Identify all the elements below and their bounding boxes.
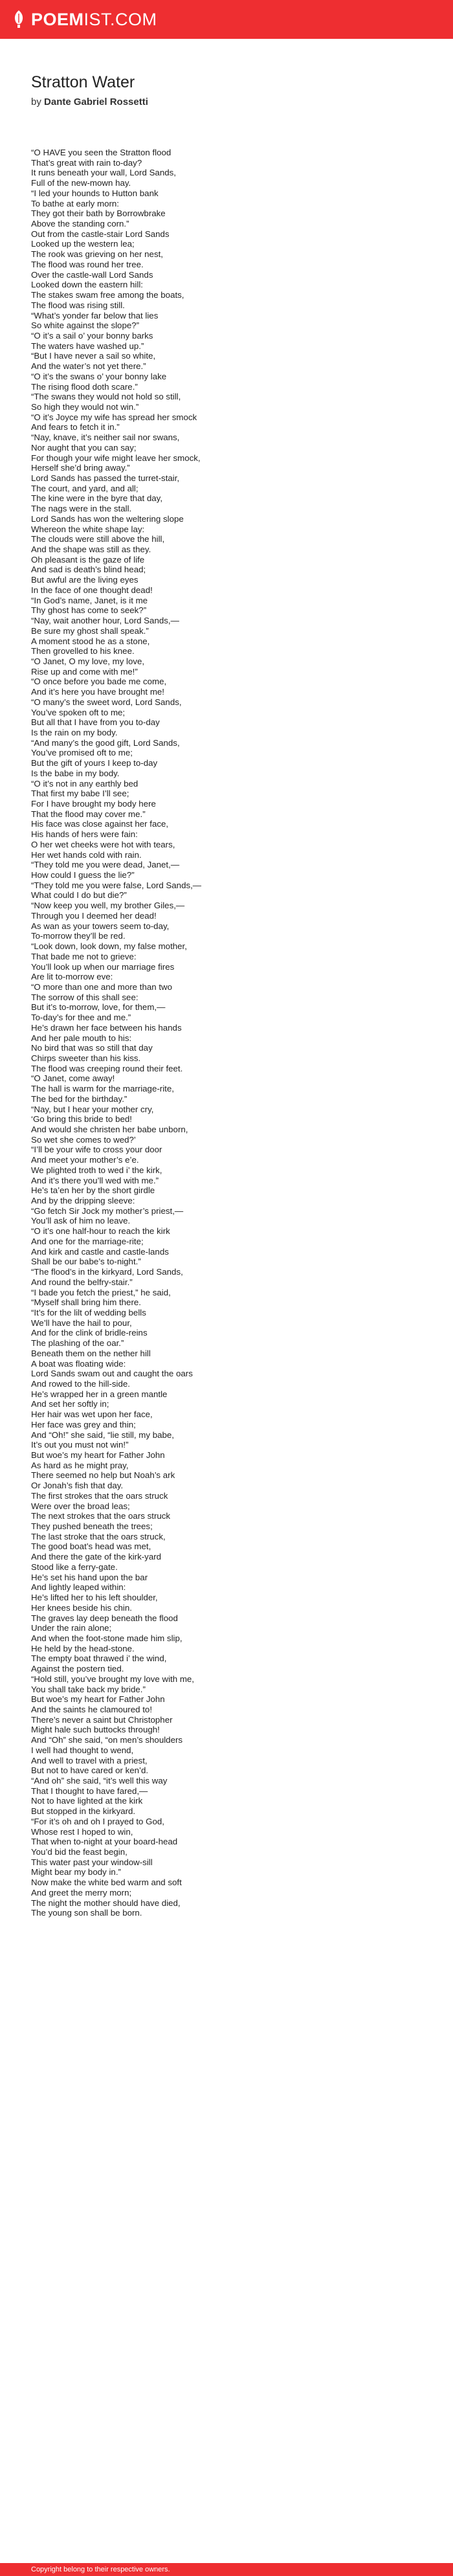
poem-line: Lord Sands has passed the turret-stair, bbox=[31, 473, 180, 483]
poem-line: You’ll look up when our marriage fires bbox=[31, 961, 175, 972]
poem-line: And fears to fetch it in.” bbox=[31, 422, 120, 432]
poem-line: “O it’s a sail o’ your bonny barks bbox=[31, 330, 153, 341]
poem-line: Not to have lighted at the kirk bbox=[31, 1796, 143, 1806]
poem-line: His face was close against her face, bbox=[31, 819, 169, 829]
poem-line: Or Jonah’s fish that day. bbox=[31, 1481, 124, 1491]
poem-line: And the shape was still as they. bbox=[31, 544, 151, 555]
poem-line: So wet she comes to wed?’ bbox=[31, 1134, 136, 1145]
poem-line: No bird that was so still that day bbox=[31, 1043, 153, 1053]
poem-line: “I’ll be your wife to cross your door bbox=[31, 1145, 162, 1155]
poem-line: The graves lay deep beneath the flood bbox=[31, 1613, 178, 1623]
poem-container bbox=[31, 73, 426, 1918]
poem-line: “They told me you were dead, Janet,— bbox=[31, 860, 180, 870]
poem-line: Thy ghost has come to seek?” bbox=[31, 605, 147, 616]
poem-line: The plashing of the oar.” bbox=[31, 1338, 124, 1349]
poem-line: “What’s yonder far below that lies bbox=[31, 310, 159, 320]
poem-line: It runs beneath your wall, Lord Sands, bbox=[31, 168, 176, 178]
poem-line: Whereon the white shape lay: bbox=[31, 524, 145, 534]
poem-line: “And oh” she said, “it’s well this way bbox=[31, 1776, 168, 1786]
poem-line: The bed for the birthday.” bbox=[31, 1093, 127, 1104]
quill-icon bbox=[12, 10, 26, 29]
poem-line: “They told me you were false, Lord Sands,— bbox=[31, 880, 202, 890]
poem-line: And the water’s not yet there.” bbox=[31, 361, 146, 372]
poem-line: We’ll have the hail to pour, bbox=[31, 1317, 132, 1328]
poem-line: “O more than one and more than two bbox=[31, 981, 173, 992]
poem-line: And it’s there you’ll wed with me.” bbox=[31, 1175, 159, 1185]
poem-line: The clouds were still above the hill, bbox=[31, 534, 165, 544]
poem-line: You’ll ask of him no leave. bbox=[31, 1216, 131, 1226]
poem-line: “Nay, but I hear your mother cry, bbox=[31, 1104, 154, 1114]
poem-line: But the gift of yours I keep to-day bbox=[31, 758, 158, 768]
poem-title: Stratton Water bbox=[31, 73, 135, 91]
poem-line: “O many’s the sweet word, Lord Sands, bbox=[31, 697, 182, 707]
poem-line: For though your wife might leave her smock, bbox=[31, 453, 201, 463]
poem-line: Are lit to-morrow eve: bbox=[31, 972, 113, 982]
poem-line: We plighted troth to wed i’ the kirk, bbox=[31, 1165, 162, 1175]
poem-line: And for the clink of bridle-reins bbox=[31, 1328, 148, 1338]
poem-line: They pushed beneath the trees; bbox=[31, 1521, 153, 1532]
poem-line: The good boat’s head was met, bbox=[31, 1541, 151, 1552]
poem-line: “O HAVE you seen the Stratton flood bbox=[31, 148, 171, 157]
poem-line: Lord Sands swam out and caught the oars bbox=[31, 1369, 193, 1379]
poem-line: And lightly leaped within: bbox=[31, 1582, 126, 1593]
poem-line: “But I have never a sail so white, bbox=[31, 351, 156, 361]
site-footer bbox=[0, 2563, 453, 2576]
poem-line: Then grovelled to his knee. bbox=[31, 646, 135, 656]
poem-line: Her knees beside his chin. bbox=[31, 1602, 132, 1613]
poem-line: A boat was floating wide: bbox=[31, 1358, 126, 1369]
poem-line: I well had thought to wend, bbox=[31, 1745, 134, 1755]
poem-line: Whose rest I hoped to win, bbox=[31, 1826, 133, 1837]
poem-line: The rising flood doth scare.” bbox=[31, 381, 138, 392]
poem-line: “O it’s Joyce my wife has spread her smock bbox=[31, 412, 197, 422]
poem-line: “Nay, knave, it’s neither sail nor swans, bbox=[31, 432, 180, 443]
site-logo[interactable] bbox=[12, 10, 157, 30]
poem-line: This water past your window-sill bbox=[31, 1857, 153, 1867]
poem-line: He’s lifted her to his left shoulder, bbox=[31, 1593, 158, 1603]
author-name[interactable]: Dante Gabriel Rossetti bbox=[44, 96, 148, 107]
poem-line: Full of the new-mown hay. bbox=[31, 178, 131, 188]
poem-line: Oh pleasant is the gaze of life bbox=[31, 554, 145, 565]
poem-line: So white against the slope?” bbox=[31, 320, 140, 331]
poem-line: As wan as your towers seem to-day, bbox=[31, 921, 170, 931]
poem-line: Beneath them on the nether hill bbox=[31, 1348, 151, 1358]
poem-line: But it’s to-morrow, love, for them,— bbox=[31, 1002, 166, 1013]
poem-line: And it’s here you have brought me! bbox=[31, 687, 164, 697]
poem-line: And “Oh!” she said, “lie still, my babe, bbox=[31, 1429, 174, 1440]
poem-line: For I have brought my body here bbox=[31, 799, 156, 809]
poem-line: The night the mother should have died, bbox=[31, 1898, 181, 1908]
poem-line: But awful are the living eyes bbox=[31, 575, 138, 585]
logo-text-bold: POEM bbox=[31, 9, 84, 29]
poem-line: You’d bid the feast begin, bbox=[31, 1847, 127, 1857]
logo-text bbox=[31, 10, 157, 30]
poem-line: But not to have cared or ken’d. bbox=[31, 1765, 149, 1776]
poem-line: But all that I have from you to-day bbox=[31, 717, 160, 728]
poem-line: Herself she’d bring away.” bbox=[31, 463, 130, 473]
poem-line: But woe’s my heart for Father John bbox=[31, 1694, 165, 1705]
poem-line: “O Janet, come away! bbox=[31, 1073, 115, 1084]
poem-line: And meet your mother’s e’e. bbox=[31, 1155, 139, 1165]
poem-line: There seemed no help but Noah’s ark bbox=[31, 1470, 175, 1481]
poem-line: The flood was rising still. bbox=[31, 300, 125, 310]
poem-line: You shall take back my bride.” bbox=[31, 1684, 146, 1694]
poem-line: Now make the white bed warm and soft bbox=[31, 1877, 182, 1888]
poem-line: “Look down, look down, my false mother, bbox=[31, 941, 187, 952]
poem-line: That first my babe I’ll see; bbox=[31, 789, 129, 799]
poem-line: And her pale mouth to his: bbox=[31, 1033, 132, 1043]
poem-line: The waters have washed up.” bbox=[31, 341, 144, 351]
poem-line: The kine were in the byre that day, bbox=[31, 493, 163, 504]
poem-line: They got their bath by Borrowbrake bbox=[31, 208, 166, 219]
poem-line: Above the standing corn.” bbox=[31, 219, 129, 229]
poem-line: “In God’s name, Janet, is it me bbox=[31, 595, 148, 605]
poem-line: “Myself shall bring him there. bbox=[31, 1297, 141, 1308]
poem-line: “I led your hounds to Hutton bank bbox=[31, 188, 159, 198]
poem-line: The court, and yard, and all; bbox=[31, 483, 138, 493]
poem-line: O her wet cheeks were hot with tears, bbox=[31, 839, 175, 849]
poem-line: The empty boat thrawed i’ the wind, bbox=[31, 1653, 167, 1664]
poem-line: The flood was creeping round their feet. bbox=[31, 1063, 183, 1073]
poem-line: Were over the broad leas; bbox=[31, 1501, 130, 1511]
poem-line: The hall is warm for the marriage-rite, bbox=[31, 1084, 174, 1094]
poem-line: And greet the merry morn; bbox=[31, 1887, 132, 1898]
poem-line: The young son shall be born. bbox=[31, 1908, 142, 1918]
poem-byline bbox=[31, 96, 426, 109]
poem-line: And kirk and castle and castle-lands bbox=[31, 1246, 169, 1257]
poem-line: “O it’s not in any earthly bed bbox=[31, 778, 138, 789]
poem-line: How could I guess the lie?” bbox=[31, 870, 135, 880]
poem-line: That I thought to have fared,— bbox=[31, 1786, 148, 1796]
poem-line: His hands of hers were fain: bbox=[31, 829, 138, 840]
poem-line: The nags were in the stall. bbox=[31, 504, 132, 514]
poem-line: But woe’s my heart for Father John bbox=[31, 1450, 165, 1460]
poem-line: Looked up the western lea; bbox=[31, 239, 135, 249]
poem-line: “It’s for the lilt of wedding bells bbox=[31, 1307, 146, 1317]
poem-line: And the saints he clamoured to! bbox=[31, 1704, 153, 1714]
poem-line: Nor aught that you can say; bbox=[31, 442, 137, 453]
poem-line: And one for the marriage-rite; bbox=[31, 1236, 144, 1246]
logo-text-light: IST.COM bbox=[83, 9, 157, 29]
site-header bbox=[0, 0, 453, 39]
poem-line: As hard as he might pray, bbox=[31, 1460, 129, 1470]
poem-line: And “Oh” she said, “on men’s shoulders bbox=[31, 1735, 183, 1745]
poem-line: And there the gate of the kirk-yard bbox=[31, 1552, 162, 1562]
poem-line: You’ve promised oft to me; bbox=[31, 748, 133, 758]
poem-line: Her hair was wet upon her face, bbox=[31, 1409, 153, 1420]
poem-line: “Now keep you well, my brother Giles,— bbox=[31, 901, 185, 911]
poem-line: Out from the castle-stair Lord Sands bbox=[31, 229, 170, 239]
poem-line: And would she christen her babe unborn, bbox=[31, 1125, 188, 1134]
poem-line: The rook was grieving on her nest, bbox=[31, 249, 163, 260]
poem-line: That when to-night at your board-head bbox=[31, 1837, 178, 1847]
poem-line: And by the dripping sleeve: bbox=[31, 1196, 135, 1206]
poem-line: The sorrow of this shall see: bbox=[31, 992, 138, 1002]
poem-line: And rowed to the hill-side. bbox=[31, 1378, 130, 1389]
poem-line: What could I do but die?” bbox=[31, 890, 127, 901]
poem-line: Shall be our babe’s to-night.” bbox=[31, 1257, 141, 1267]
poem-line: “I bade you fetch the priest,” he said, bbox=[31, 1287, 171, 1297]
poem-line: The flood was round her tree. bbox=[31, 259, 144, 269]
poem-line: “O it’s the swans o’ your bonny lake bbox=[31, 371, 167, 381]
poem-line: Is the rain on my body. bbox=[31, 727, 118, 737]
poem-line: To bathe at early morn: bbox=[31, 198, 119, 208]
copyright-text: Copyright belong to their respective owners. bbox=[31, 2566, 170, 2573]
poem-line: Might bear my body in.” bbox=[31, 1867, 121, 1877]
poem-line: He’s ta’en her by the short girdle bbox=[31, 1185, 155, 1196]
poem-line: And well to travel with a priest, bbox=[31, 1755, 148, 1765]
poem-line: “And many’s the good gift, Lord Sands, bbox=[31, 737, 180, 748]
poem-line: And when the foot-stone made him slip, bbox=[31, 1633, 182, 1643]
poem-line: You’ve spoken oft to me; bbox=[31, 707, 126, 717]
poem-line: “Nay, wait another hour, Lord Sands,— bbox=[31, 616, 179, 626]
poem-body bbox=[31, 148, 426, 1918]
poem-line: A moment stood he as a stone, bbox=[31, 636, 150, 646]
poem-line: He’s drawn her face between his hands bbox=[31, 1022, 182, 1033]
poem-line: Over the castle-wall Lord Sands bbox=[31, 269, 153, 280]
byline-prefix: by bbox=[31, 96, 41, 107]
poem-line: The stakes swam free among the boats, bbox=[31, 290, 184, 300]
poem-line: To-day’s for thee and me.” bbox=[31, 1013, 131, 1023]
poem-line: Her face was grey and thin; bbox=[31, 1419, 136, 1429]
poem-line: Might hale such buttocks through! bbox=[31, 1725, 160, 1735]
poem-line: Through you I deemed her dead! bbox=[31, 910, 157, 921]
poem-line: Stood like a ferry-gate. bbox=[31, 1562, 118, 1572]
poem-line: Is the babe in my body. bbox=[31, 768, 120, 778]
poem-line: And set her softly in; bbox=[31, 1399, 109, 1409]
poem-line: In the face of one thought dead! bbox=[31, 585, 153, 595]
poem-line: “The swans they would not hold so still, bbox=[31, 392, 181, 402]
poem-line: Looked down the eastern hill: bbox=[31, 280, 143, 290]
poem-line: It’s out you must not win!” bbox=[31, 1440, 129, 1450]
poem-line: Lord Sands has won the weltering slope bbox=[31, 513, 184, 524]
poem-line: But stopped in the kirkyard. bbox=[31, 1806, 136, 1817]
poem-line: “O once before you bade me come, bbox=[31, 677, 167, 687]
poem-line: Rise up and come with me!” bbox=[31, 666, 138, 677]
poem-line: He held by the head-stone. bbox=[31, 1643, 135, 1653]
poem-line: To-morrow they’ll be red. bbox=[31, 931, 126, 941]
poem-line: Be sure my ghost shall speak.” bbox=[31, 625, 149, 636]
poem-line: The next strokes that the oars struck bbox=[31, 1511, 171, 1521]
poem-line: And round the belfry-stair.” bbox=[31, 1277, 133, 1287]
poem-line: “O Janet, O my love, my love, bbox=[31, 656, 145, 666]
poem-line: That the flood may cover me.” bbox=[31, 809, 146, 819]
poem-line: “For it’s oh and oh I prayed to God, bbox=[31, 1816, 164, 1826]
poem-line: ‘Go bring this bride to bed! bbox=[31, 1114, 132, 1125]
poem-line: Her wet hands cold with rain. bbox=[31, 849, 142, 860]
poem-line: Chirps sweeter than his kiss. bbox=[31, 1053, 141, 1063]
poem-line: The first strokes that the oars struck bbox=[31, 1490, 168, 1501]
poem-line: “Hold still, you’ve brought my love with me, bbox=[31, 1674, 194, 1684]
poem-line: He’s set his hand upon the bar bbox=[31, 1572, 148, 1582]
poem-line: The last stroke that the oars struck, bbox=[31, 1531, 166, 1541]
poem-line: “O it’s one half-hour to reach the kirk bbox=[31, 1226, 170, 1237]
poem-line: That bade me not to grieve: bbox=[31, 951, 137, 961]
poem-line: And sad is death’s blind head; bbox=[31, 565, 146, 575]
poem-line: That’s great with rain to-day? bbox=[31, 157, 142, 168]
poem-line: So high they would not win.” bbox=[31, 401, 139, 412]
poem-line: There’s never a saint but Christopher bbox=[31, 1714, 173, 1725]
poem-line: “The flood’s in the kirkyard, Lord Sands, bbox=[31, 1267, 183, 1277]
poem-line: He’s wrapped her in a green mantle bbox=[31, 1389, 168, 1399]
poem-line: Against the postern tied. bbox=[31, 1664, 124, 1674]
poem-line: “Go fetch Sir Jock my mother’s priest,— bbox=[31, 1205, 184, 1216]
poem-line: Under the rain alone; bbox=[31, 1623, 112, 1633]
